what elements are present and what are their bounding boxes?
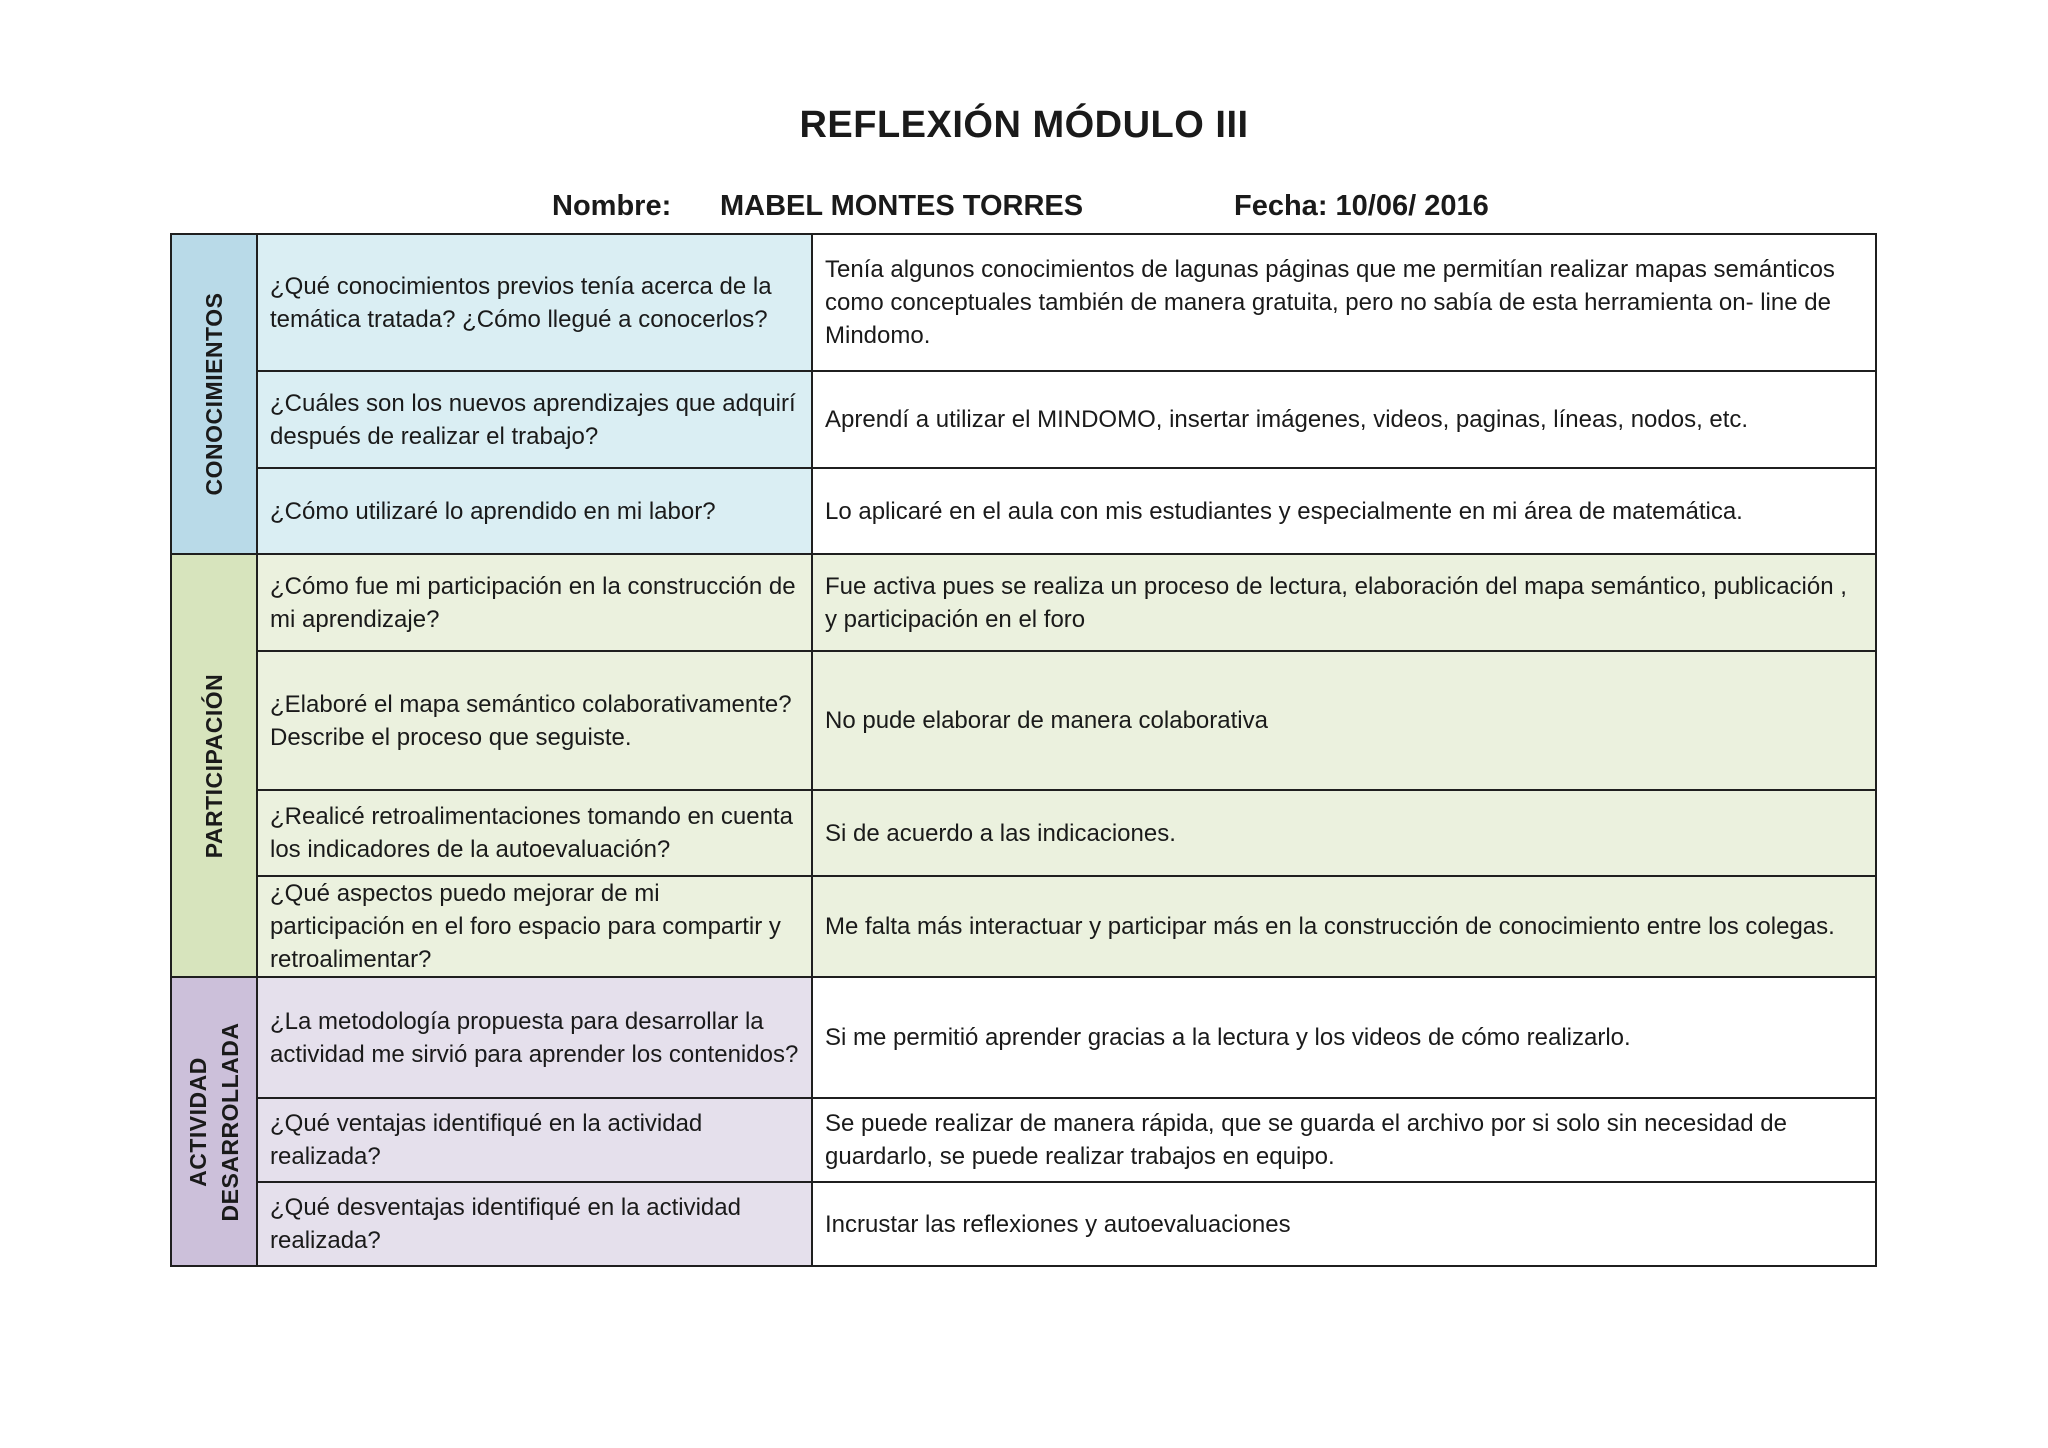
section-label: CONOCIMIENTOS (201, 292, 227, 496)
table-row (171, 371, 1876, 468)
section-label (182, 1022, 246, 1221)
question-cell: ¿La metodología propuesta para desarrollar la actividad me sirvió para aprender los contenidos? (257, 977, 812, 1098)
answer-cell: Me falta más interactuar y participar más en la construcción de conocimiento entre los colegas. (812, 876, 1876, 977)
date-text: Fecha: 10/06/ 2016 (1234, 190, 1489, 222)
answer-cell: No pude elaborar de manera colaborativa (812, 651, 1876, 790)
question-cell: ¿Cómo fue mi participación en la construcción de mi aprendizaje? (257, 554, 812, 651)
name-label: Nombre: (552, 190, 672, 222)
table-row (171, 234, 1876, 371)
section-label: PARTICIPACIÓN (201, 673, 227, 858)
answer-cell: Incrustar las reflexiones y autoevaluaciones (812, 1182, 1876, 1266)
question-cell: ¿Realicé retroalimentaciones tomando en cuenta los indicadores de la autoevaluación? (257, 790, 812, 876)
name-value: MABEL MONTES TORRES (720, 190, 1084, 222)
reflection-table (170, 233, 1877, 1267)
section-label-line2: DESARROLLADA (217, 1022, 243, 1221)
section-conocimientos (171, 234, 257, 554)
table-row (171, 468, 1876, 554)
question-cell: ¿Cómo utilizaré lo aprendido en mi labor? (257, 468, 812, 554)
table-row (171, 876, 1876, 977)
table-row (171, 977, 1876, 1098)
answer-cell: Lo aplicaré en el aula con mis estudiantes y especialmente en mi área de matemática. (812, 468, 1876, 554)
answer-cell: Se puede realizar de manera rápida, que se guarda el archivo por si solo sin necesidad de guardarlo, se puede realizar trabajos en equipo. (812, 1098, 1876, 1182)
table-row (171, 790, 1876, 876)
question-cell: ¿Cuáles son los nuevos aprendizajes que adquirí después de realizar el trabajo? (257, 371, 812, 468)
table-row (171, 651, 1876, 790)
table-row (171, 1098, 1876, 1182)
section-participacion (171, 554, 257, 977)
question-cell: ¿Qué ventajas identifiqué en la actividad realizada? (257, 1098, 812, 1182)
question-cell: ¿Qué conocimientos previos tenía acerca de la temática tratada? ¿Cómo llegué a conocerlos? (257, 234, 812, 371)
table-row (171, 554, 1876, 651)
answer-cell: Si de acuerdo a las indicaciones. (812, 790, 1876, 876)
answer-cell: Tenía algunos conocimientos de lagunas páginas que me permitían realizar mapas semánticos como conceptuales también de manera gratuita, pero no sabía de esta herramienta on- line de Mindomo. (812, 234, 1876, 371)
section-label-line1: ACTIVIDAD (185, 1056, 211, 1187)
answer-cell: Si me permitió aprender gracias a la lectura y los videos de cómo realizarlo. (812, 977, 1876, 1098)
table-row (171, 1182, 1876, 1266)
page-title: REFLEXIÓN MÓDULO III (799, 104, 1249, 146)
question-cell: ¿Qué desventajas identifiqué en la actividad realizada? (257, 1182, 812, 1266)
answer-cell: Aprendí a utilizar el MINDOMO, insertar imágenes, videos, paginas, líneas, nodos, etc. (812, 371, 1876, 468)
section-actividad-desarrollada (171, 977, 257, 1266)
question-cell: ¿Qué aspectos puedo mejorar de mi participación en el foro espacio para compartir y retroalimentar? (257, 876, 812, 977)
question-cell: ¿Elaboré el mapa semántico colaborativamente? Describe el proceso que seguiste. (257, 651, 812, 790)
answer-cell: Fue activa pues se realiza un proceso de lectura, elaboración del mapa semántico, publicación , y participación en el foro (812, 554, 1876, 651)
